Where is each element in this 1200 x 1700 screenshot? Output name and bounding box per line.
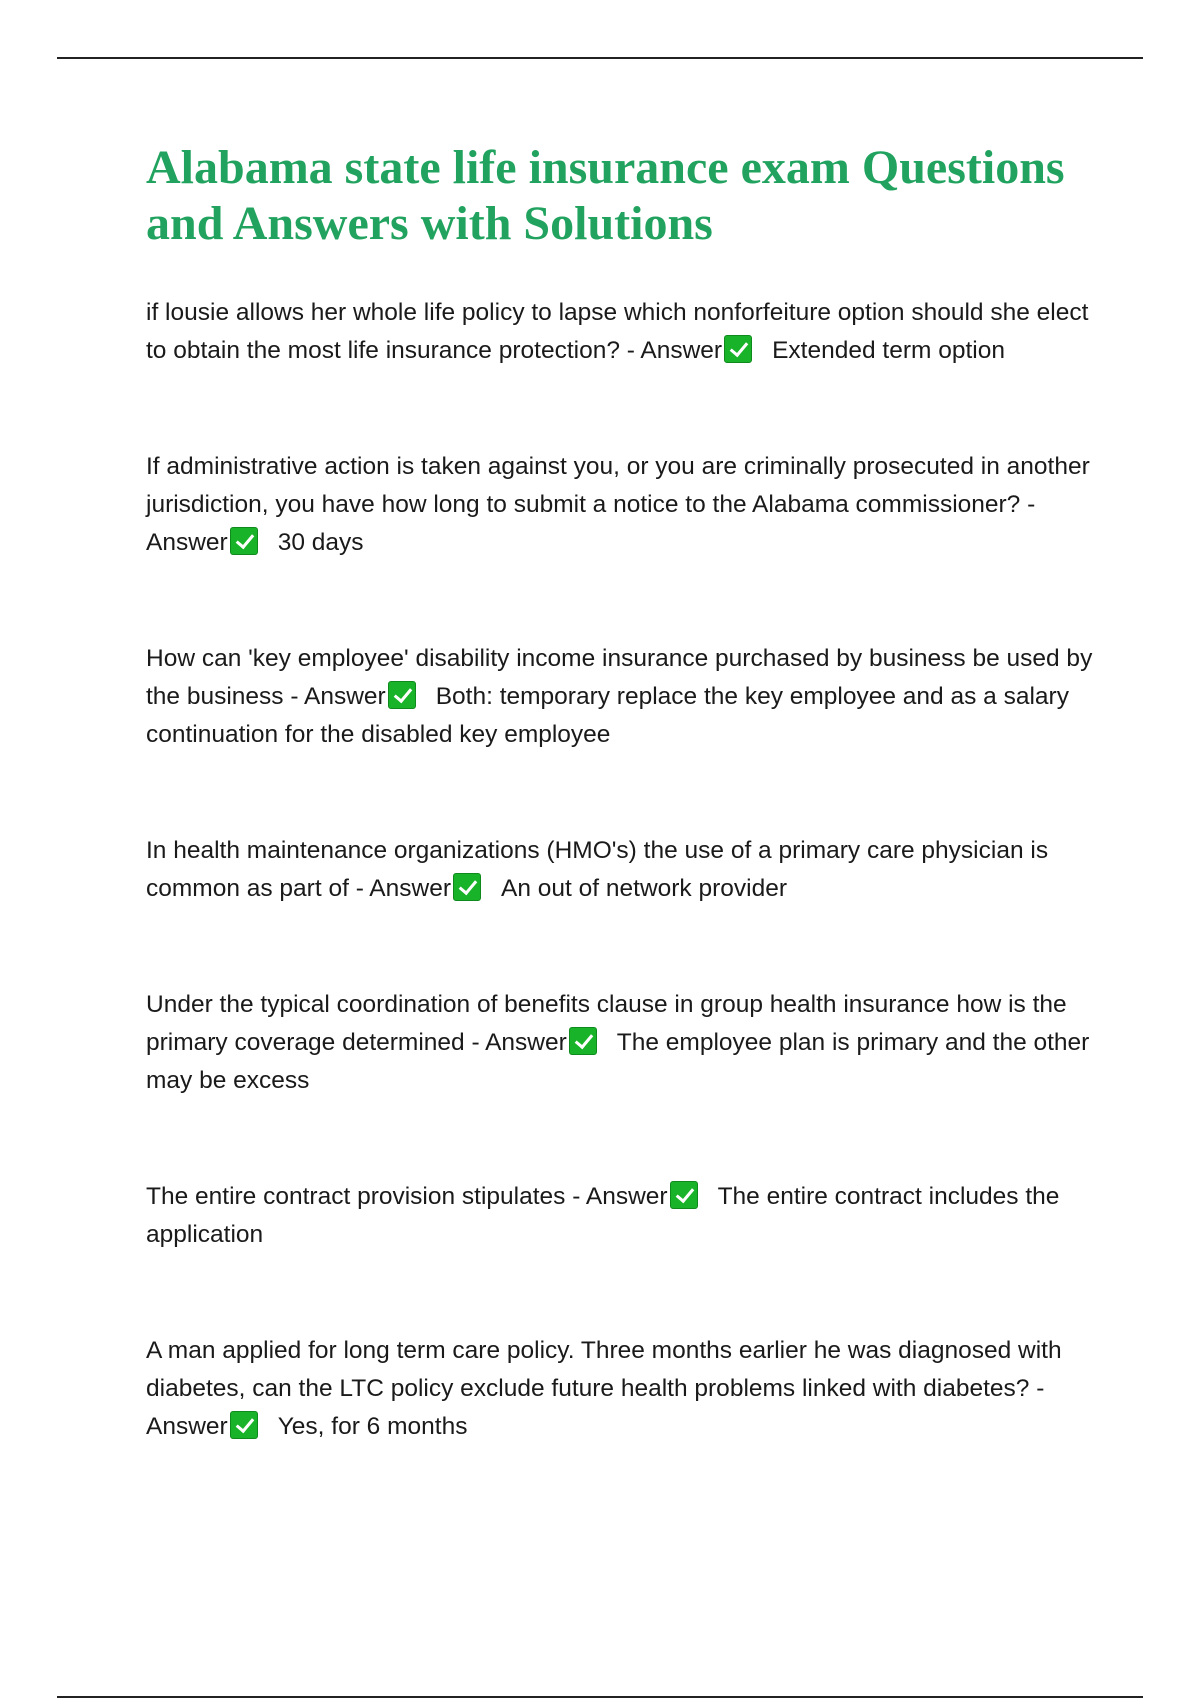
- question-text: The entire contract provision stipulates: [146, 1183, 566, 1210]
- answer-text: Extended term option: [772, 337, 1005, 364]
- qa-item: [146, 1332, 1096, 1446]
- check-mark-icon: [670, 1181, 698, 1209]
- question-text: Under the typical coordination of benefits clause in group health insurance how is the primary coverage determined: [146, 991, 1067, 1056]
- check-mark-icon: [230, 527, 258, 555]
- qa-list: [146, 294, 1096, 1446]
- answer-text: 30 days: [277, 529, 364, 556]
- answer-text: The entire contract includes the application: [146, 1183, 1060, 1248]
- check-mark-icon: [569, 1027, 597, 1055]
- qa-item: [146, 832, 1096, 908]
- question-text: In health maintenance organizations (HMO's) the use of a primary care physician is common as part of: [146, 837, 1049, 902]
- document-title: Alabama state life insurance exam Questions and Answers with Solutions: [146, 141, 1065, 250]
- qa-item: [146, 986, 1096, 1100]
- question-text: How can 'key employee' disability income insurance purchased by business be used by the business: [146, 645, 1093, 710]
- check-mark-icon: [453, 873, 481, 901]
- qa-item: [146, 640, 1096, 754]
- qa-item: [146, 1178, 1096, 1254]
- answer-text: The employee plan is primary and the other may be excess: [146, 1029, 1090, 1094]
- answer-text: Both: temporary replace the key employee and as a salary continuation for the disabled key employee: [146, 683, 1069, 748]
- answer-label: - Answer: [619, 337, 723, 364]
- bottom-rule: [57, 1696, 1143, 1698]
- answer-label: - Answer: [146, 491, 1036, 556]
- question-text: A man applied for long term care policy. Three months earlier he was diagnosed with diabetes, can the LTC policy exclude future health problems linked with diabetes?: [146, 1337, 1062, 1402]
- document-body: [146, 140, 1096, 1524]
- check-mark-icon: [230, 1411, 258, 1439]
- question-text: if lousie allows her whole life policy to lapse which nonforfeiture option should she elect to obtain the most life insurance protection?: [146, 299, 1089, 364]
- answer-label: - Answer: [464, 1029, 567, 1056]
- answer-text: Yes, for 6 months: [277, 1413, 468, 1440]
- answer-text: An out of network provider: [501, 875, 788, 902]
- check-mark-icon: [388, 681, 416, 709]
- answer-label: - Answer: [283, 683, 386, 710]
- qa-item: [146, 448, 1096, 562]
- question-text: If administrative action is taken against you, or you are criminally prosecuted in another jurisdiction, you have how long to submit a notice to the Alabama commissioner?: [146, 453, 1090, 518]
- qa-item: [146, 294, 1096, 370]
- top-rule: [57, 57, 1143, 59]
- answer-label: - Answer: [565, 1183, 668, 1210]
- answer-label: - Answer: [146, 1375, 1045, 1440]
- answer-label: - Answer: [348, 875, 452, 902]
- check-mark-icon: [724, 335, 752, 363]
